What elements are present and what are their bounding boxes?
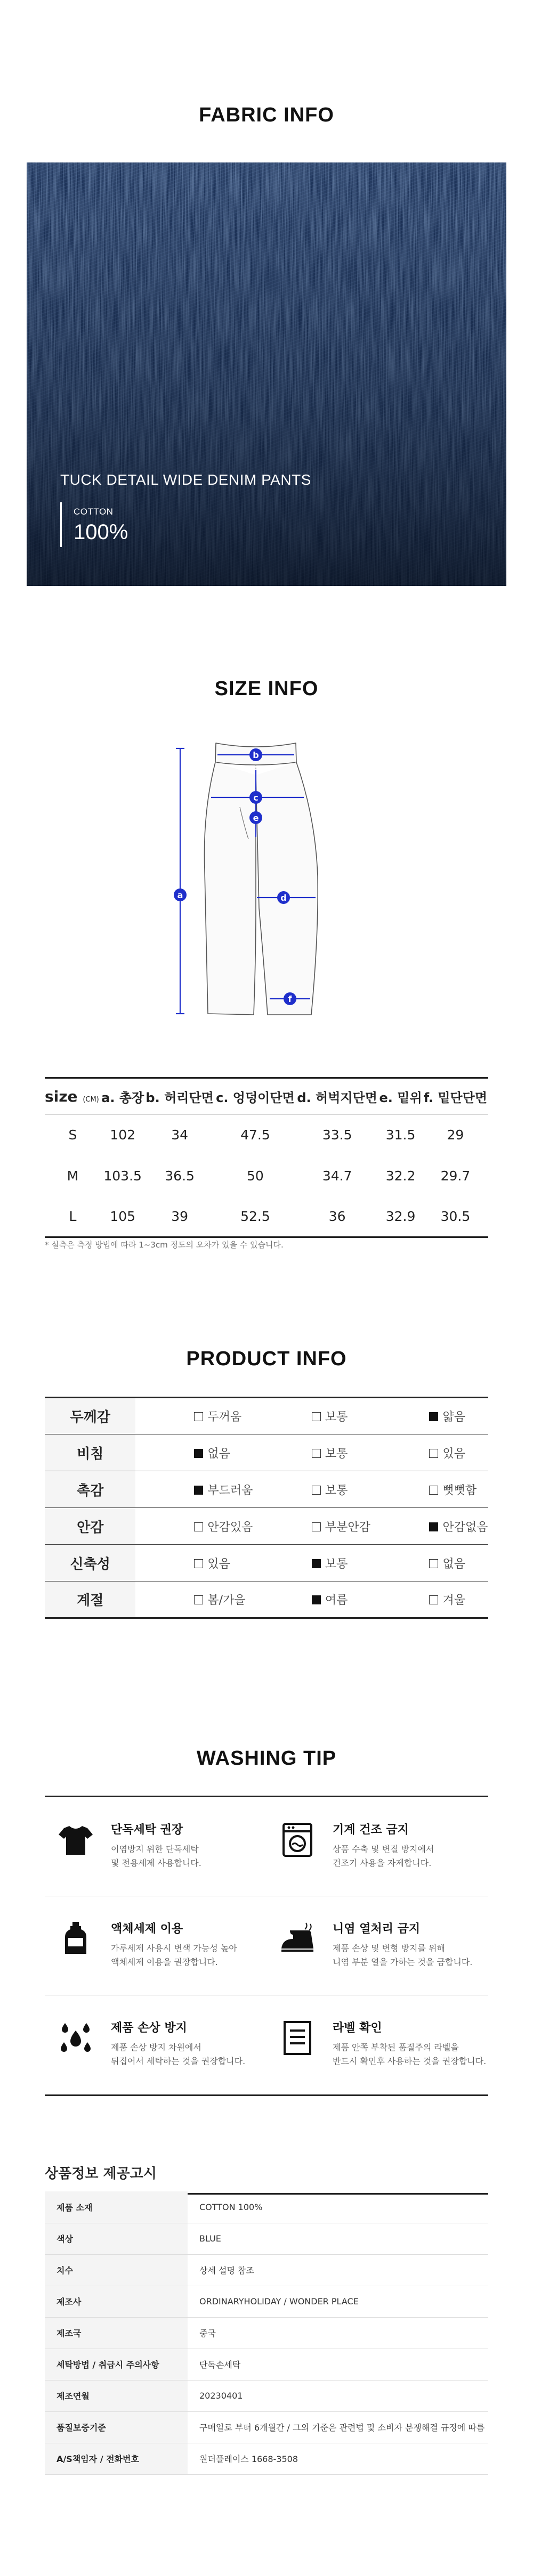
tip-line: 반드시 확인후 사용하는 것을 권장합니다. xyxy=(333,2056,487,2066)
product-info-label: 신축성 xyxy=(45,1545,135,1582)
notice-label: 제품 소재 xyxy=(45,2191,188,2223)
product-info-option xyxy=(370,1471,488,1508)
cell: 33.5 xyxy=(322,1127,352,1143)
tip-liquid-detergent xyxy=(45,1896,266,1995)
label-list-icon xyxy=(278,2019,317,2057)
fabric-info-title: FABRIC INFO xyxy=(199,104,334,126)
svg-text:d: d xyxy=(280,893,287,903)
notice-label: 세탁방법 / 취급시 주의사항 xyxy=(45,2349,188,2380)
option-label: 없음 xyxy=(442,1557,465,1571)
notice-label: A/S책임자 / 전화번호 xyxy=(45,2443,188,2474)
tip-title: 기계 건조 금지 xyxy=(333,1823,409,1837)
product-info-option xyxy=(253,1508,371,1545)
svg-text:c: c xyxy=(253,793,259,803)
col-b: b. 허리단면 xyxy=(146,1090,214,1105)
tip-no-iron xyxy=(266,1896,488,1995)
notice-value: BLUE xyxy=(199,2233,221,2244)
notice-value: 구매일로 부터 6개월간 / 그외 기준은 관련법 및 소비자 분쟁해결 규정에 따름 xyxy=(199,2423,485,2433)
option-label: 보통 xyxy=(325,1447,348,1461)
col-c: c. 엉덩이단면 xyxy=(216,1090,295,1105)
product-info-option xyxy=(135,1434,253,1471)
svg-text:a: a xyxy=(177,890,183,900)
option-label: 뻣뻣함 xyxy=(442,1483,477,1497)
material-label: COTTON xyxy=(74,507,114,517)
product-info-option xyxy=(370,1545,488,1582)
option-label: 부분안감 xyxy=(325,1520,370,1534)
cell: 47.5 xyxy=(240,1127,270,1143)
product-info-option xyxy=(370,1508,488,1545)
option-label: 여름 xyxy=(325,1594,348,1607)
tip-turn-inside-out xyxy=(45,1995,266,2094)
tshirt-icon xyxy=(56,1821,95,1859)
notice-row xyxy=(45,2286,488,2317)
option-label: 없음 xyxy=(207,1447,230,1461)
option-label: 봄/가을 xyxy=(207,1594,246,1607)
product-info-option xyxy=(253,1582,371,1618)
checked-box-icon xyxy=(429,1522,438,1531)
product-info-option xyxy=(135,1582,253,1618)
cell: 31.5 xyxy=(385,1127,416,1143)
checked-box-icon xyxy=(194,1449,203,1458)
product-info-label: 두께감 xyxy=(45,1398,135,1434)
notice-row xyxy=(45,2254,488,2286)
cell: 102 xyxy=(110,1127,136,1143)
notice-row xyxy=(45,2349,488,2380)
product-info-row xyxy=(45,1434,488,1471)
empty-box-icon xyxy=(194,1522,203,1531)
checked-box-icon xyxy=(312,1559,321,1568)
notice-title: 상품정보 제공고시 xyxy=(45,2163,488,2195)
notice-label: 제조사 xyxy=(45,2286,188,2317)
washing-tip-title: WASHING TIP xyxy=(196,1747,337,1770)
pants-measurement-diagram xyxy=(149,732,384,1023)
washing-machine-icon xyxy=(278,1821,317,1859)
empty-box-icon xyxy=(312,1449,321,1458)
notice-row xyxy=(45,2411,488,2443)
size-table-header xyxy=(45,1078,488,1114)
col-f: f. 밑단단면 xyxy=(423,1090,488,1105)
size-table xyxy=(45,1077,488,1238)
option-label: 얇음 xyxy=(442,1411,465,1424)
notice-label: 제조국 xyxy=(45,2317,188,2349)
option-label: 있음 xyxy=(442,1447,465,1461)
tip-line: 상품 수축 및 변질 방지에서 xyxy=(333,1844,434,1854)
fabric-swatch-image xyxy=(27,162,506,586)
water-drops-icon xyxy=(56,2019,95,2057)
empty-box-icon xyxy=(429,1486,438,1495)
empty-box-icon xyxy=(194,1595,203,1604)
tip-line: 제품 손상 및 변형 방지를 위해 xyxy=(333,1943,445,1953)
tip-check-label xyxy=(266,1995,488,2094)
tip-title: 제품 손상 방지 xyxy=(111,2021,187,2035)
svg-text:b: b xyxy=(253,750,259,760)
notice-label: 품질보증기준 xyxy=(45,2411,188,2443)
col-d: d. 허벅지단면 xyxy=(297,1090,377,1105)
washing-tips-grid xyxy=(45,1796,488,2096)
option-label: 있음 xyxy=(207,1557,230,1571)
tip-no-dryer xyxy=(266,1797,488,1896)
checked-box-icon xyxy=(194,1486,203,1495)
tip-line: 니염 부분 열을 가하는 것을 금합니다. xyxy=(333,1957,473,1967)
option-label: 보통 xyxy=(325,1483,348,1497)
svg-text:f: f xyxy=(288,994,292,1004)
product-info-label: 안감 xyxy=(45,1508,135,1545)
tip-title: 라벨 확인 xyxy=(333,2021,382,2035)
tip-line: 액체세제 이용을 권장합니다. xyxy=(111,1957,218,1967)
product-info-row xyxy=(45,1545,488,1582)
notice-value: 단독손세탁 xyxy=(199,2360,241,2370)
cell: 29.7 xyxy=(440,1168,471,1184)
option-label: 안감없음 xyxy=(442,1520,488,1534)
notice-row xyxy=(45,2223,488,2254)
product-info-option xyxy=(135,1471,253,1508)
tip-line: 뒤집어서 세탁하는 것을 권장합니다. xyxy=(111,2056,246,2066)
tip-line: 제품 손상 방지 차원에서 xyxy=(111,2042,201,2052)
size-info-title: SIZE INFO xyxy=(214,678,319,700)
table-row xyxy=(45,1114,488,1155)
tip-title: 액체세제 이용 xyxy=(111,1922,183,1936)
empty-box-icon xyxy=(194,1559,203,1568)
option-label: 부드러움 xyxy=(207,1483,253,1497)
product-info-option xyxy=(370,1434,488,1471)
cell: 52.5 xyxy=(240,1208,270,1224)
notice-value: COTTON 100% xyxy=(199,2202,263,2212)
empty-box-icon xyxy=(312,1486,321,1495)
size-label: L xyxy=(69,1208,77,1224)
empty-box-icon xyxy=(429,1559,438,1568)
product-info-label: 촉감 xyxy=(45,1471,135,1508)
product-info-option xyxy=(370,1582,488,1618)
col-e: e. 밑위 xyxy=(379,1090,422,1105)
svg-text:e: e xyxy=(253,813,259,823)
product-info-label: 비침 xyxy=(45,1434,135,1471)
tip-line: 건조기 사용을 자제합니다. xyxy=(333,1858,432,1868)
product-info-option xyxy=(135,1545,253,1582)
empty-box-icon xyxy=(194,1412,203,1421)
table-row xyxy=(45,1155,488,1196)
product-info-row xyxy=(45,1471,488,1508)
empty-box-icon xyxy=(312,1522,321,1531)
product-notice-table xyxy=(45,2191,488,2475)
composition-block xyxy=(60,502,128,547)
material-percent: 100% xyxy=(74,520,128,544)
notice-value: ORDINARYHOLIDAY / WONDER PLACE xyxy=(199,2296,359,2306)
product-info-row xyxy=(45,1582,488,1618)
cell: 29 xyxy=(447,1127,464,1143)
cell: 36.5 xyxy=(165,1168,195,1184)
table-row xyxy=(45,1196,488,1237)
option-label: 보통 xyxy=(325,1411,348,1424)
product-info-option xyxy=(253,1545,371,1582)
product-info-option xyxy=(135,1508,253,1545)
col-a: a. 총장 xyxy=(101,1090,144,1105)
size-label: M xyxy=(67,1168,79,1184)
product-info-option xyxy=(135,1398,253,1434)
option-label: 보통 xyxy=(325,1557,348,1571)
cell: 34.7 xyxy=(322,1168,352,1184)
product-info-option xyxy=(253,1471,371,1508)
cell: 39 xyxy=(171,1208,189,1224)
tip-line: 가루세제 사용시 변색 가능성 높아 xyxy=(111,1943,237,1953)
empty-box-icon xyxy=(429,1595,438,1604)
notice-label: 제조연월 xyxy=(45,2380,188,2411)
tip-line: 및 전용세제 사용합니다. xyxy=(111,1858,201,1868)
size-note: * 실측은 측정 방법에 따라 1~3cm 정도의 오차가 있을 수 있습니다. xyxy=(45,1240,284,1250)
product-info-option xyxy=(253,1398,371,1434)
tip-row xyxy=(45,1995,488,2094)
cell: 50 xyxy=(247,1168,264,1184)
cell: 105 xyxy=(110,1208,136,1224)
option-label: 두꺼움 xyxy=(207,1411,242,1424)
cell: 32.2 xyxy=(385,1168,416,1184)
product-info-label: 계절 xyxy=(45,1582,135,1618)
product-info-table xyxy=(45,1397,488,1619)
notice-row xyxy=(45,2317,488,2349)
notice-value: 중국 xyxy=(199,2328,216,2338)
tip-row xyxy=(45,1896,488,1995)
option-label: 안감있음 xyxy=(207,1520,253,1534)
notice-label: 치수 xyxy=(45,2254,188,2286)
product-info-row xyxy=(45,1508,488,1545)
product-info-row xyxy=(45,1398,488,1434)
empty-box-icon xyxy=(429,1449,438,1458)
notice-value: 상세 설명 참조 xyxy=(199,2265,254,2276)
cell: 30.5 xyxy=(440,1208,471,1224)
tip-line: 제품 안쪽 부착된 품질주의 라벨을 xyxy=(333,2042,459,2052)
detergent-icon xyxy=(56,1920,95,1958)
size-header-cell: size (CM) xyxy=(45,1087,99,1105)
checked-box-icon xyxy=(429,1412,438,1421)
product-name: TUCK DETAIL WIDE DENIM PANTS xyxy=(60,471,311,488)
checked-box-icon xyxy=(312,1595,321,1604)
tip-row xyxy=(45,1797,488,1896)
notice-value: 원더플레이스 1668-3508 xyxy=(199,2454,298,2464)
notice-value: 20230401 xyxy=(199,2391,243,2401)
cell: 36 xyxy=(328,1208,346,1224)
option-label: 겨울 xyxy=(442,1594,465,1607)
notice-row xyxy=(45,2191,488,2223)
notice-row xyxy=(45,2380,488,2411)
product-info-option xyxy=(370,1398,488,1434)
notice-row xyxy=(45,2443,488,2474)
product-info-option xyxy=(253,1434,371,1471)
empty-box-icon xyxy=(312,1412,321,1421)
tip-hand-wash xyxy=(45,1797,266,1896)
tip-title: 니염 열처리 금지 xyxy=(333,1922,421,1936)
cell: 34 xyxy=(171,1127,189,1143)
tip-line: 이염방지 위한 단독세탁 xyxy=(111,1844,199,1854)
iron-icon xyxy=(278,1920,317,1958)
product-info-title: PRODUCT INFO xyxy=(186,1348,347,1370)
cell: 32.9 xyxy=(385,1208,416,1224)
cell: 103.5 xyxy=(103,1168,142,1184)
size-label: S xyxy=(68,1127,77,1143)
tip-title: 단독세탁 권장 xyxy=(111,1823,183,1837)
notice-label: 색상 xyxy=(45,2223,188,2254)
